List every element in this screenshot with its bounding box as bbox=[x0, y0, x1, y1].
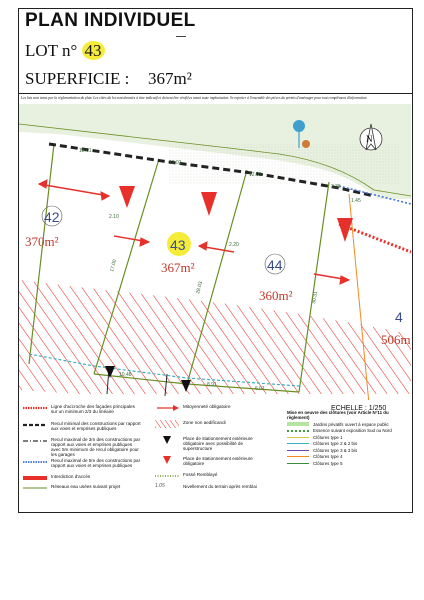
legend-item bbox=[155, 404, 273, 412]
legend-text: Ligne d'accroche des façades principales sur un minimum 2/3 du linéaire bbox=[51, 404, 135, 414]
legend-text: Nivellement du terrain après remblai bbox=[183, 484, 257, 489]
lot-44-number: 44 bbox=[267, 257, 283, 273]
legend-text: Mitoyenneté obligatoire bbox=[183, 404, 231, 409]
legend-text: Clôtures type 4 bbox=[313, 454, 343, 459]
header-dash-mark bbox=[176, 36, 186, 37]
legend-text: Clôtures type 5 bbox=[313, 460, 343, 466]
legend-text: Place de stationnement extérieure obligatoire avec possibilité de superstructure bbox=[183, 436, 253, 451]
fence-swatch bbox=[287, 422, 309, 426]
dim-label: 3.35 bbox=[331, 184, 341, 190]
north-label: N bbox=[366, 134, 373, 144]
fence-legend-row bbox=[287, 435, 411, 440]
dim-label: 1.45 bbox=[351, 198, 361, 204]
legend-symbol-filled-ditch bbox=[155, 472, 179, 480]
legend-symbol-party-wall bbox=[155, 404, 179, 412]
plan-scale: ECHELLE : 1/250 bbox=[331, 405, 387, 412]
fence-swatch bbox=[287, 463, 309, 464]
area-value: 367m² bbox=[148, 69, 192, 88]
fence-swatch bbox=[287, 450, 309, 451]
lot-42-number: 42 bbox=[44, 209, 60, 225]
lot-45-area: 506m bbox=[381, 332, 411, 347]
legend-symbol-sewer bbox=[23, 484, 47, 492]
legend-item bbox=[155, 484, 273, 492]
parking-marker-red-2 bbox=[201, 192, 217, 216]
legend-item bbox=[155, 436, 273, 451]
legend-symbol-setback bbox=[23, 421, 47, 429]
legend-text: Clôtures type 1 bbox=[313, 434, 343, 440]
fence-legend-row bbox=[287, 461, 411, 466]
plan-header bbox=[18, 8, 413, 94]
lot-45 bbox=[381, 309, 411, 347]
plan-disclaimer-note: Les lots sont tenus par la réglementation du plan. Les côtes du lot sont données à titre indicatif et doivent être vérifiées avant toute implantation. Se reporter à l'ensemble des pièces du permis d'aménager pour tout complément d'information. bbox=[21, 96, 368, 100]
page-title: PLAN INDIVIDUEL bbox=[25, 10, 196, 31]
lot-45-number: 4 bbox=[395, 309, 403, 325]
lot-42-area: 370m² bbox=[25, 234, 59, 249]
legend-text: Place de stationnement extérieure obligatoire bbox=[183, 456, 253, 466]
lot-number-badge: 43 bbox=[82, 41, 105, 60]
dim-label: 2.10 bbox=[109, 214, 119, 220]
dim-label: 13.01 bbox=[79, 148, 92, 154]
legend-symbol-parking-black bbox=[155, 436, 179, 444]
tree-icon bbox=[293, 120, 305, 132]
legend-item bbox=[23, 474, 141, 482]
legend-item bbox=[23, 421, 141, 431]
legend-item bbox=[23, 437, 141, 457]
legend-text: Clôtures type 2 & 2 bis bbox=[313, 441, 358, 446]
lot-prefix: LOT n° bbox=[25, 41, 78, 60]
non-building-zone-hatch bbox=[19, 280, 411, 394]
legend-symbol-no-access bbox=[23, 474, 47, 482]
legend-symbol-level: 1.05 bbox=[155, 483, 165, 489]
legend-item bbox=[23, 404, 141, 414]
parking-marker-red-1 bbox=[119, 186, 135, 208]
fence-swatch bbox=[287, 456, 309, 457]
lot-43 bbox=[161, 232, 195, 275]
legend-symbol-parking-red bbox=[155, 456, 179, 464]
fence-legend-row bbox=[287, 441, 411, 446]
fence-legend-title: Mise en oeuvre des clôtures (voir Article N°11 du règlement) bbox=[287, 410, 389, 420]
legend-symbol-facade-line bbox=[23, 404, 47, 412]
fence-legend-row bbox=[287, 454, 411, 459]
facade-alignment-line bbox=[339, 224, 411, 252]
legend-text: Recul maximal de 3m des constructions par rapport aux voies et emprises publiques avec 5m minimum de recul obligatoire pour les garages bbox=[51, 437, 141, 457]
lot-42 bbox=[25, 206, 62, 249]
fence-legend-row bbox=[287, 422, 411, 427]
dim-label: 2.20 bbox=[229, 242, 239, 248]
legend-symbol-5m-setback bbox=[23, 458, 47, 466]
dim-label: 30.31 bbox=[311, 290, 320, 305]
lot-44-area: 360m² bbox=[259, 288, 293, 303]
legend-text: Clôtures type 3 & 3 bis bbox=[313, 447, 358, 453]
legend-symbol-3m-setback bbox=[23, 437, 47, 445]
fence-swatch bbox=[287, 443, 309, 444]
legend-item bbox=[155, 472, 273, 480]
legend-item bbox=[23, 484, 141, 492]
legend-item bbox=[155, 420, 273, 428]
cadastral-plan-drawing bbox=[19, 104, 411, 400]
dim-label: 6.01 bbox=[255, 386, 265, 392]
legend-item bbox=[155, 456, 273, 466]
lot-43-area: 367m² bbox=[161, 260, 195, 275]
lot-43-number: 43 bbox=[170, 237, 186, 253]
fence-legend-row bbox=[287, 448, 411, 453]
dim-label: 10.48 bbox=[119, 372, 132, 378]
dim-label: 28.03 bbox=[195, 280, 205, 295]
dim-label: 17.00 bbox=[109, 258, 119, 273]
legend-symbol-non-building bbox=[155, 420, 179, 428]
legend-text: Recul maximal de 5m des constructions par rapport aux voies et emprises publiques bbox=[51, 458, 141, 468]
fence-legend-row bbox=[287, 428, 411, 433]
legend-text: Recul minimal des constructions par rapport aux voies et emprises publiques bbox=[51, 421, 141, 431]
legend-text: Réseaux eau usées suivant projet bbox=[51, 484, 121, 489]
fence-legend bbox=[287, 410, 411, 466]
legend-text: Interdiction d'accès bbox=[51, 474, 91, 479]
area-label: SUPERFICIE : bbox=[25, 69, 130, 88]
lot-number-line bbox=[25, 41, 105, 61]
legend-text: Fossé Remblayé bbox=[183, 472, 218, 477]
legend-panel bbox=[19, 400, 411, 512]
legend-item bbox=[23, 458, 141, 468]
legend-text: Jardins privatifs ouvert à espace public bbox=[313, 421, 389, 427]
dim-label: 12.01 bbox=[169, 160, 182, 166]
legend-text: Zone non aedificandi bbox=[183, 420, 226, 425]
dim-label: 8.91 bbox=[207, 382, 217, 388]
tree-icon-2 bbox=[302, 140, 310, 148]
legend-text: Essence suivant exposition Sud ou Nord bbox=[313, 428, 392, 433]
dim-label: 12.01 bbox=[249, 172, 262, 178]
fence-swatch bbox=[287, 430, 309, 432]
fence-swatch bbox=[287, 437, 309, 438]
lot-44 bbox=[259, 254, 293, 303]
